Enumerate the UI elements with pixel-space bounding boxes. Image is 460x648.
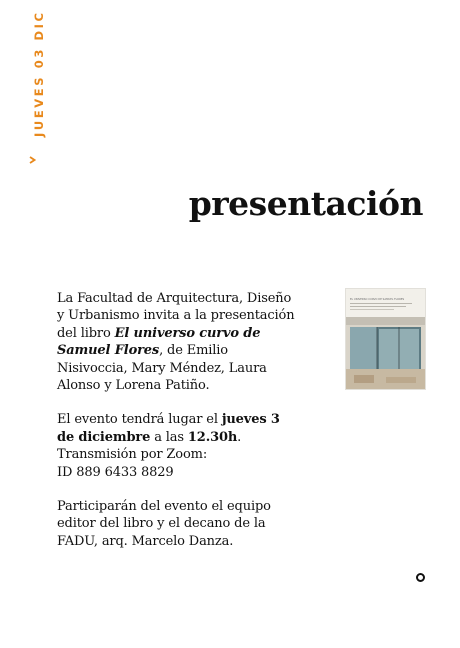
book-cover-image: [346, 289, 425, 389]
book-cover: [346, 289, 425, 389]
body-text: [57, 290, 297, 567]
event-text-time: a las: [150, 429, 188, 445]
event-text: El evento tendrá lugar el: [57, 412, 222, 428]
paragraph-participants: Participarán del evento el equipo editor del libro y el decano de la FADU, arq. Marcelo Danza.: [57, 499, 271, 549]
chevron-right-icon: [29, 156, 36, 164]
page-title: presentación: [188, 184, 423, 223]
authors-text: , de Emilio Nisivoccia, Mary Méndez, Laura Alonso y Lorena Patiño.: [57, 343, 267, 394]
invitation-text: La Facultad de Arquitectura, Diseño y Urbanismo invita a la presentación del libro: [57, 291, 295, 341]
paragraph-invitation: [57, 290, 297, 394]
zoom-text: . Transmisión por Zoom:: [57, 429, 242, 463]
zoom-id: ID 889 6433 8829: [57, 464, 174, 480]
event-date-vertical: JUEVES 03 DIC: [32, 10, 46, 137]
circle-icon: [416, 573, 425, 582]
book-title: El universo curvo de Samuel Flores: [57, 325, 261, 359]
event-date: jueves 3 de diciembre: [57, 412, 280, 445]
paragraph-event: [57, 411, 297, 481]
side-label: [22, 10, 46, 170]
cover-title: EL UNIVERSO CURVO DE SAMUEL FLORES: [350, 298, 405, 301]
event-time: 12.30h: [187, 429, 238, 445]
